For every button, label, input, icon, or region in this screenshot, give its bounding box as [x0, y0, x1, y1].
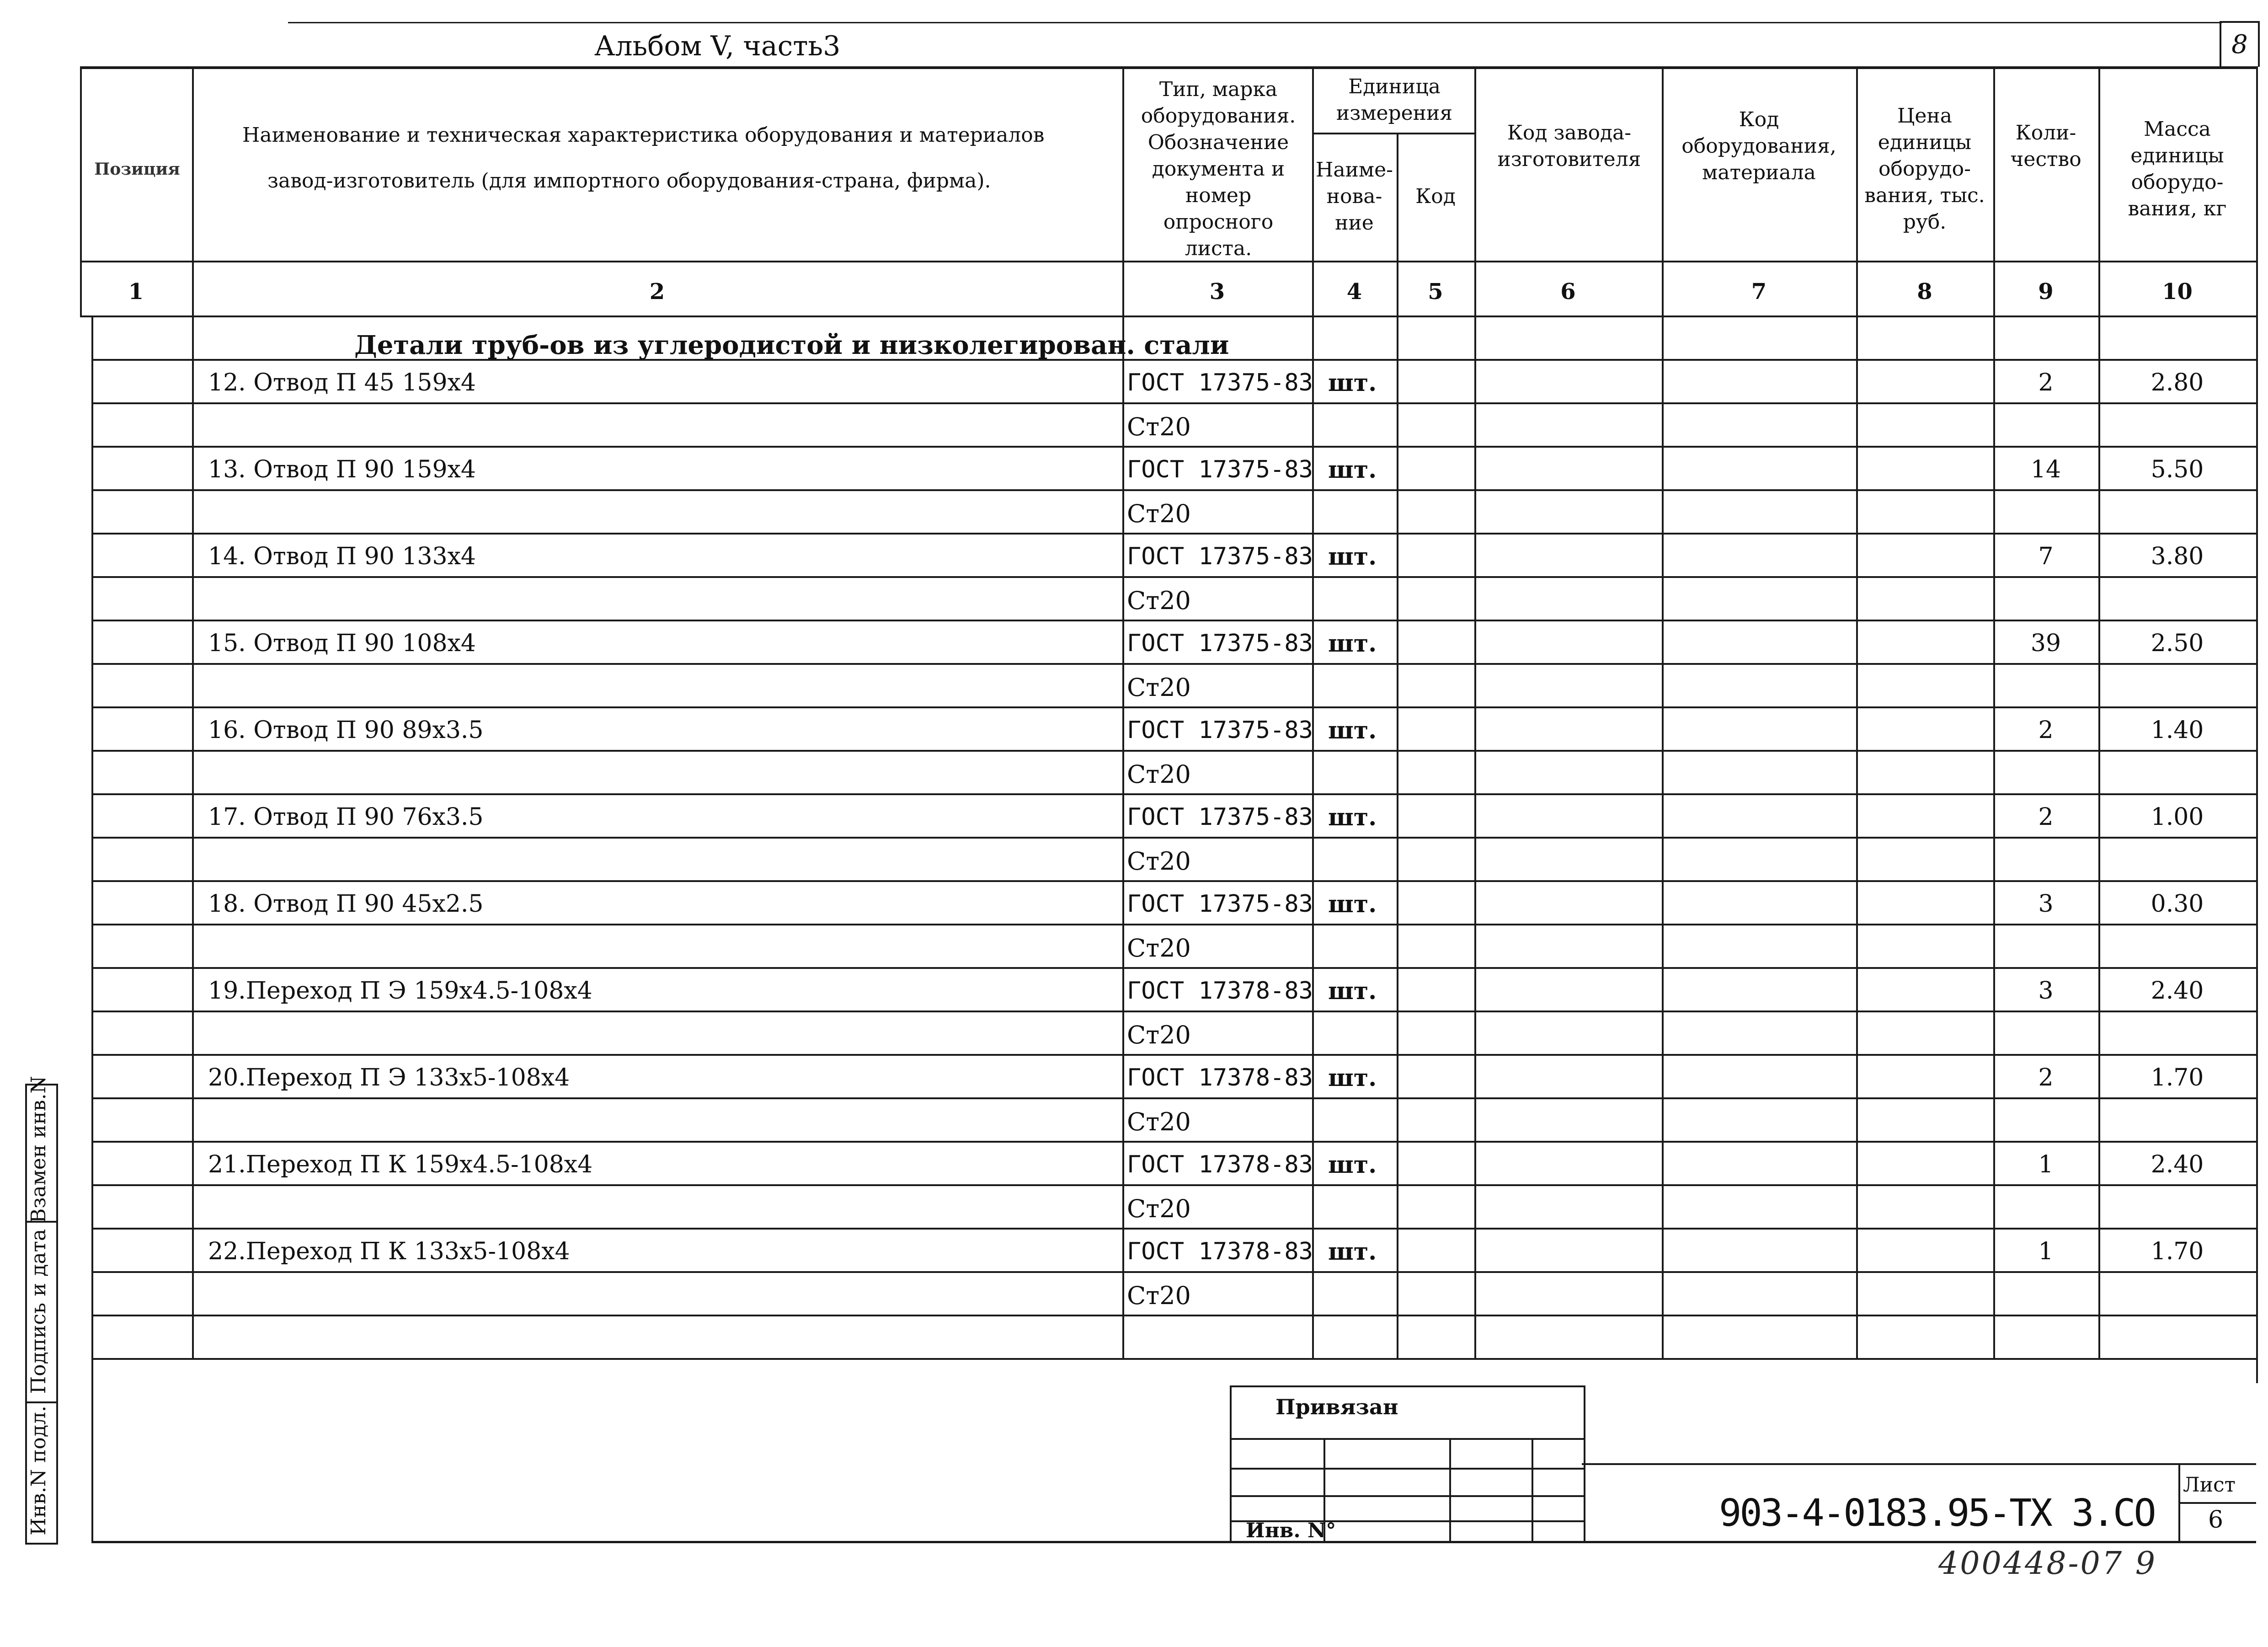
item-unit: шт. — [1328, 1238, 1377, 1266]
item-name: 12. Отвод П 45 159х4 — [208, 369, 476, 396]
item-mass: 2.40 — [2151, 977, 2204, 1005]
col-number-3: 3 — [1209, 279, 1225, 305]
header-unit-group: Единица измерения — [1336, 75, 1453, 125]
corner-number: 8 — [2231, 30, 2248, 59]
item-unit: шт. — [1328, 890, 1377, 918]
item-document: ГОСТ 17375-83 — [1127, 456, 1313, 483]
item-quantity: 2 — [2038, 717, 2054, 744]
item-material: Ст20 — [1127, 760, 1191, 789]
strip-replace-label: Взамен инв.N — [27, 1075, 50, 1223]
album-label: Альбом V, часть3 — [594, 30, 841, 62]
item-mass: 0.30 — [2151, 890, 2204, 918]
item-material: Ст20 — [1127, 934, 1191, 963]
item-mass: 1.00 — [2151, 803, 2204, 831]
item-document: ГОСТ 17378-83 — [1127, 977, 1313, 1005]
item-document: ГОСТ 17378-83 — [1127, 1064, 1313, 1091]
col-number-6: 6 — [1560, 279, 1576, 305]
item-mass: 1.70 — [2151, 1238, 2204, 1265]
item-mass: 1.70 — [2151, 1064, 2204, 1091]
item-document: ГОСТ 17375-83 — [1127, 630, 1313, 657]
item-document: ГОСТ 17378-83 — [1127, 1151, 1313, 1178]
item-mass: 5.50 — [2151, 456, 2204, 483]
header-factory-code: Код завода-изготовителя — [1497, 121, 1641, 171]
corner-number-box — [2220, 21, 2260, 67]
item-mass: 2.40 — [2151, 1151, 2204, 1178]
strip-signature-label: Подпись и дата — [27, 1229, 50, 1394]
item-mass: 1.40 — [2151, 717, 2204, 744]
item-document: ГОСТ 17375-83 — [1127, 543, 1313, 570]
col-number-10: 10 — [2162, 279, 2193, 305]
item-material: Ст20 — [1127, 673, 1191, 702]
section-title: Детали труб-ов из углеродистой и низколегирован. стали — [354, 330, 1229, 360]
item-unit: шт. — [1328, 543, 1377, 571]
item-document: ГОСТ 17375-83 — [1127, 369, 1313, 396]
col-number-2: 2 — [649, 279, 665, 305]
item-name: 15. Отвод П 90 108х4 — [208, 630, 476, 657]
item-document: ГОСТ 17378-83 — [1127, 1238, 1313, 1265]
item-unit: шт. — [1328, 1064, 1377, 1092]
item-material: Ст20 — [1127, 1021, 1191, 1049]
item-name: 14. Отвод П 90 133х4 — [208, 543, 476, 570]
sheet-label: Лист — [2183, 1473, 2236, 1497]
strip-inv-label: Инв.N подл. — [27, 1406, 50, 1535]
item-quantity: 2 — [2038, 803, 2054, 831]
header-name-line1: Наименование и техническая характеристика оборудования и материалов — [242, 123, 1045, 147]
document-designation: 903-4-0183.95-ТХ 3.СО — [1719, 1492, 2155, 1535]
header-mass: Масса единицы оборудо-вания, кг — [2128, 118, 2227, 220]
item-name: 22.Переход П К 133х5-108х4 — [208, 1238, 570, 1265]
item-material: Ст20 — [1127, 586, 1191, 615]
col-number-8: 8 — [1917, 279, 1932, 305]
sheet-number: 6 — [2208, 1506, 2224, 1534]
header-type: Тип, марка оборудования. Обозначение документа и номер опросного листа. — [1141, 78, 1296, 260]
item-name: 19.Переход П Э 159х4.5-108х4 — [208, 977, 592, 1005]
item-unit: шт. — [1328, 369, 1377, 397]
header-quantity: Коли-чество — [2010, 121, 2081, 171]
item-quantity: 14 — [2030, 456, 2061, 483]
item-mass: 3.80 — [2151, 543, 2204, 570]
col-number-5: 5 — [1428, 279, 1443, 305]
col-number-4: 4 — [1346, 279, 1362, 305]
item-name: 20.Переход П Э 133х5-108х4 — [208, 1064, 570, 1091]
footer-note: 400448-07 9 — [1938, 1545, 2157, 1582]
item-quantity: 3 — [2038, 890, 2054, 918]
item-unit: шт. — [1328, 717, 1377, 744]
item-quantity: 7 — [2038, 543, 2054, 570]
col-number-9: 9 — [2038, 279, 2054, 305]
item-material: Ст20 — [1127, 412, 1191, 441]
header-equipment-code: Код оборудования, материала — [1681, 108, 1836, 184]
item-mass: 2.80 — [2151, 369, 2204, 396]
item-name: 16. Отвод П 90 89х3.5 — [208, 717, 484, 744]
header-position: Позиция — [94, 160, 180, 179]
item-unit: шт. — [1328, 456, 1377, 484]
item-material: Ст20 — [1127, 1194, 1191, 1223]
header-name-line2: завод-изготовитель (для импортного оборудования-страна, фирма). — [267, 169, 991, 193]
col-number-1: 1 — [128, 279, 144, 305]
item-material: Ст20 — [1127, 1107, 1191, 1136]
item-unit: шт. — [1328, 977, 1377, 1005]
item-document: ГОСТ 17375-83 — [1127, 717, 1313, 744]
item-quantity: 1 — [2038, 1151, 2054, 1178]
item-document: ГОСТ 17375-83 — [1127, 803, 1313, 831]
item-name: 17. Отвод П 90 76х3.5 — [208, 803, 484, 831]
item-name: 13. Отвод П 90 159х4 — [208, 456, 476, 483]
item-material: Ст20 — [1127, 1281, 1191, 1310]
item-unit: шт. — [1328, 1151, 1377, 1179]
item-name: 21.Переход П К 159х4.5-108х4 — [208, 1151, 593, 1178]
item-quantity: 2 — [2038, 1064, 2054, 1091]
item-name: 18. Отвод П 90 45х2.5 — [208, 890, 484, 918]
item-mass: 2.50 — [2151, 630, 2204, 657]
item-quantity: 3 — [2038, 977, 2054, 1005]
col-number-7: 7 — [1751, 279, 1767, 305]
header-price: Цена единицы оборудо-вания, тыс. руб. — [1864, 104, 1985, 234]
item-document: ГОСТ 17375-83 — [1127, 890, 1313, 918]
item-quantity: 39 — [2030, 630, 2061, 657]
bound-stamp-label: Привязан — [1275, 1395, 1398, 1419]
item-material: Ст20 — [1127, 499, 1191, 528]
item-unit: шт. — [1328, 630, 1377, 658]
header-unit-name: Наиме-нова-ние — [1315, 158, 1393, 235]
item-quantity: 2 — [2038, 369, 2054, 396]
item-unit: шт. — [1328, 803, 1377, 831]
header-unit-code: Код — [1415, 185, 1456, 208]
item-material: Ст20 — [1127, 847, 1191, 876]
item-quantity: 1 — [2038, 1238, 2054, 1265]
bound-inv-label: Инв. N° — [1246, 1519, 1336, 1542]
